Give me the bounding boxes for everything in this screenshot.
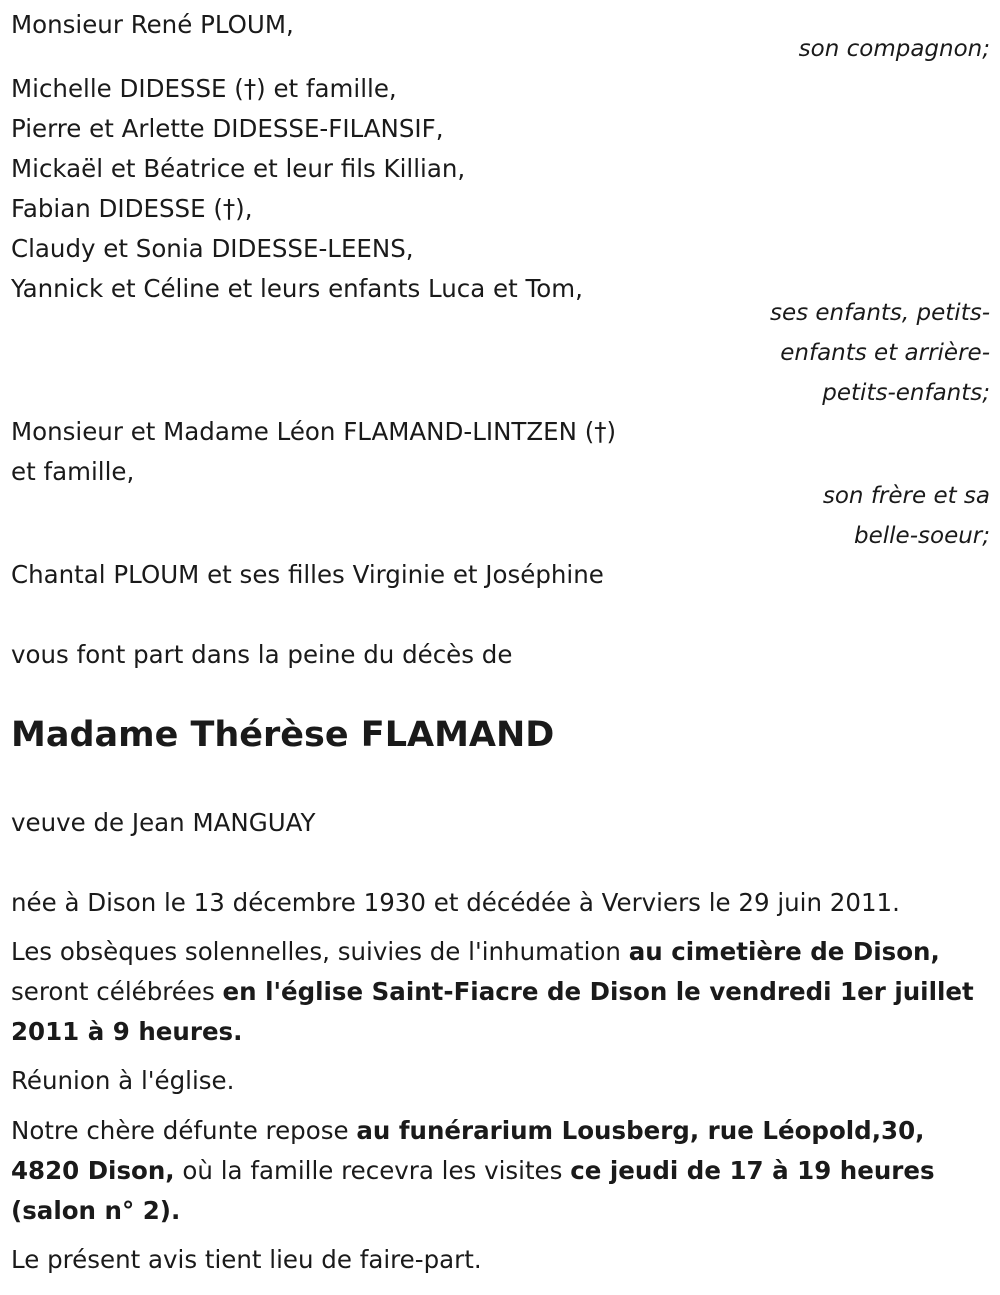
relation-label: belle-soeur; — [854, 523, 990, 549]
relation-label: ses enfants, petits- — [769, 300, 990, 326]
relation-label: son frère et sa — [822, 483, 990, 509]
family-line: Michelle DIDESSE (†) et famille, — [11, 74, 397, 103]
announcement-text: vous font part dans la peine du décès de — [11, 640, 513, 669]
rest-visits: ce jeudi de 17 à 19 heures (salon n° 2). — [11, 1156, 935, 1225]
closing-line: Le présent avis tient lieu de faire-part. — [11, 1245, 482, 1274]
relation-label: son compagnon; — [798, 36, 990, 62]
family-line: Pierre et Arlette DIDESSE-FILANSIF, — [11, 114, 444, 143]
funeral-ceremony: en l'église Saint-Fiacre de Dison le vendredi 1er juillet 2011 à 9 heures. — [11, 977, 974, 1046]
birth-death-line: née à Dison le 13 décembre 1930 et décédée à Verviers le 29 juin 2011. — [11, 888, 900, 917]
rest-location: au funérarium Lousberg, rue Léopold,30, 4820 Dison, — [11, 1116, 925, 1185]
family-line: et famille, — [11, 457, 135, 486]
funeral-text: seront célébrées — [11, 977, 223, 1006]
relation-label: enfants et arrière- — [780, 340, 990, 366]
rest-text: Notre chère défunte repose — [11, 1116, 357, 1145]
family-line: Yannick et Céline et leurs enfants Luca et Tom, — [11, 274, 583, 303]
family-line: Chantal PLOUM et ses filles Virginie et Joséphine — [11, 560, 604, 589]
reunion-line: Réunion à l'église. — [11, 1066, 235, 1095]
family-line: Monsieur et Madame Léon FLAMAND-LINTZEN (†) — [11, 417, 617, 446]
rest-paragraph — [11, 1111, 996, 1231]
widow-line: veuve de Jean MANGUAY — [11, 808, 316, 837]
deceased-name: Madame Thérèse FLAMAND — [11, 715, 555, 755]
funeral-paragraph — [11, 932, 996, 1052]
family-line: Mickaël et Béatrice et leur fils Killian, — [11, 154, 466, 183]
rest-text: où la famille recevra les visites — [174, 1156, 571, 1185]
family-line: Fabian DIDESSE (†), — [11, 194, 253, 223]
family-line: Monsieur René PLOUM, — [11, 10, 294, 39]
funeral-text: Les obsèques solennelles, suivies de l'inhumation — [11, 937, 629, 966]
relation-label: petits-enfants; — [822, 380, 990, 406]
funeral-cemetery: au cimetière de Dison, — [628, 937, 940, 966]
family-line: Claudy et Sonia DIDESSE-LEENS, — [11, 234, 414, 263]
